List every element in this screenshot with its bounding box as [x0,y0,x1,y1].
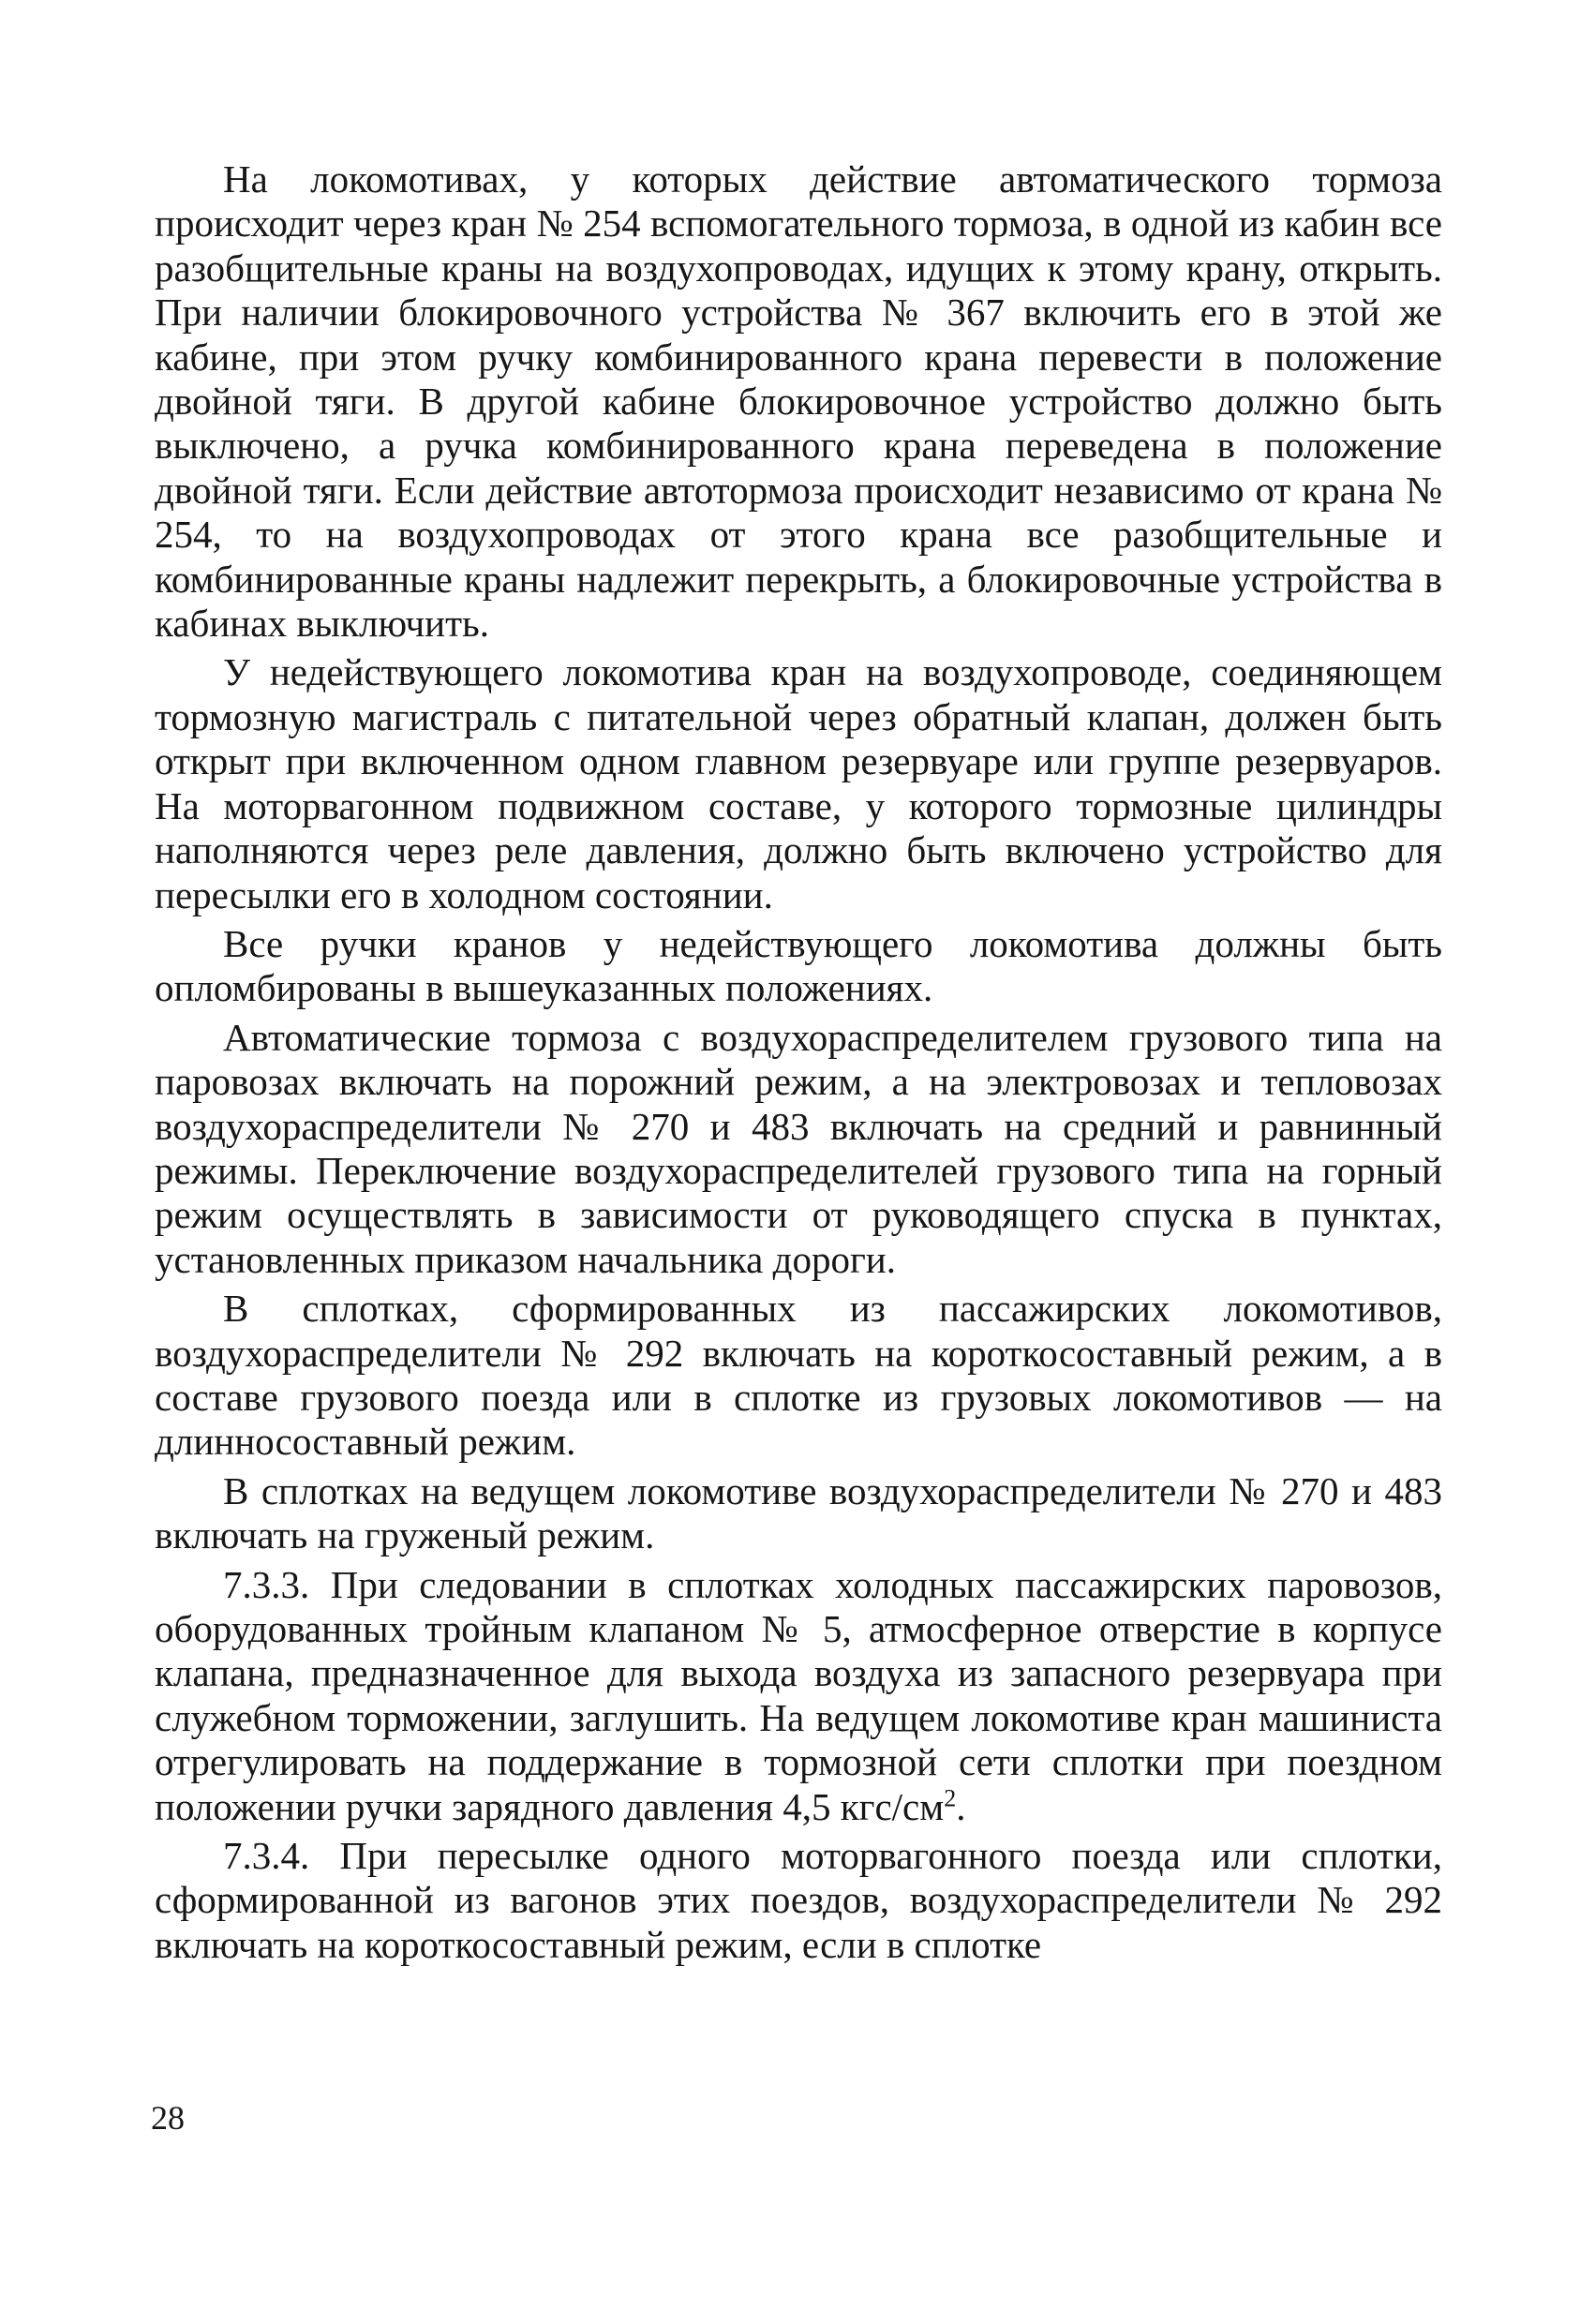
paragraph-7-text: 7.3.3. При следовании в сплотках холодных пассажирских паровозов, оборудованных тройным клапаном № 5, атмосферное отверстие в корпусе клапана, предназначенное для выхода воздуха из запасного резервуара при служебном торможении, заглушить. На ведущем локомотиве кран машиниста отрегулировать на поддержание в тормозной сети сплотки при поездном положении ручки зарядного давления 4,5 кгс/см [155,1562,1442,1828]
paragraph-5: В сплотках, сформированных из пассажирских локомотивов, воздухораспределители № 292 включать на короткосоставный режим, а в составе грузового поезда или в сплотке из грузовых локомотивов — на длинносоставный режим. [155,1287,1442,1464]
paragraph-1: На локомотивах, у которых действие автоматического тормоза происходит через кран № 254 вспомогательного тормоза, в одной из кабин все разобщительные краны на воздухопроводах, идущих к этому крану, открыть. При наличии блокировочного устройства № 367 включить его в этой же кабине, при этом ручку комбинированного крана перевести в положение двойной тяги. В другой кабине блокировочное устройство должно быть выключено, а ручка комбинированного крана переведена в положение двойной тяги. Если действие автотормоза происходит независимо от крана № 254, то на воздухопроводах от этого крана все разобщительные и комбинированные краны надлежит перекрыть, а блокировочные устройства в кабинах выключить. [155,157,1442,646]
paragraph-8: 7.3.4. При пересылке одного моторвагонного поезда или сплотки, сформированной из вагонов этих поездов, воздухораспределители № 292 включать на короткосоставный режим, если в сплотке [155,1834,1442,1966]
paragraph-7 [155,1563,1442,1829]
paragraph-3: Все ручки кранов у недействующего локомотива должны быть опломбированы в вышеуказанных положениях. [155,921,1442,1010]
paragraph-7-end: . [956,1784,966,1828]
superscript-2: 2 [944,1783,957,1811]
paragraph-4: Автоматические тормоза с воздухораспределителем грузового типа на паровозах включать на порожний режим, а на электровозах и тепловозах воздухораспределители № 270 и 483 включать на средний и равнинный режимы. Переключение воздухораспределителей грузового типа на горный режим осуществлять в зависимости от руководящего спуска в пунктах, установленных приказом начальника дороги. [155,1015,1442,1281]
paragraph-2: У недействующего локомотива кран на воздухопроводе, соединяющем тормозную магистраль с питательной через обратный клапан, должен быть открыт при включенном одном главном резервуаре или группе резервуаров. На моторвагонном подвижном составе, у которого тормозные цилиндры наполняются через реле давления, должно быть включено устройство для пересылки его в холодном состоянии. [155,650,1442,916]
paragraph-6: В сплотках на ведущем локомотиве воздухораспределители № 270 и 483 включать на груженый режим. [155,1468,1442,1557]
page-number: 28 [151,2099,185,2137]
body-text [155,157,1442,1967]
